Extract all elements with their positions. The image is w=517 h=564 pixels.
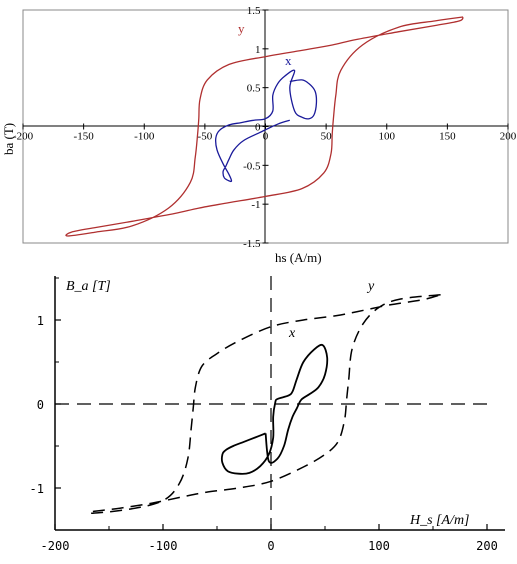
top-y-tick-label: 1 [255, 43, 261, 56]
top-x-tick-label: -150 [73, 130, 94, 143]
top-x-tick-label: -100 [134, 130, 155, 143]
top-series-label-x: x [285, 53, 292, 68]
bottom-series-x-line [222, 345, 327, 474]
top-x-tick-label: 150 [439, 130, 456, 143]
bottom-x-tick-label: 100 [368, 539, 390, 553]
top-y-tick-label: -1.5 [243, 238, 261, 250]
top-x-tick-label: 50 [320, 130, 332, 143]
bottom-series-label-x: x [289, 326, 296, 341]
bottom-y-tick-label: 1 [36, 314, 44, 328]
top-y-tick-label: -1 [251, 199, 261, 212]
top-x-tick-label: -200 [12, 130, 34, 143]
top-x-tick-label: 0 [262, 130, 269, 143]
bottom-series-label-y: y [368, 279, 375, 294]
bottom-y-tick-label: -1 [29, 482, 44, 496]
top-x-tick-label: 100 [378, 130, 395, 143]
top-y-axis-label: ba (T) [1, 122, 16, 155]
bottom-y-tick-label: 0 [36, 398, 44, 412]
top-x-axis-label: hs (A/m) [275, 250, 322, 265]
bottom-x-tick-label: -100 [148, 539, 178, 553]
bottom-x-tick-label: 0 [267, 539, 275, 553]
top-series-label-y: y [238, 21, 245, 36]
bottom-x-axis-label: H_s [A/m] [410, 513, 470, 528]
bottom-x-tick-label: -200 [40, 539, 70, 553]
top-y-tick-label: -0.5 [243, 160, 261, 173]
top-y-tick-label: 1.5 [246, 5, 261, 17]
top-y-tick-label: 0 [255, 121, 261, 134]
top-x-tick-label: 200 [499, 130, 517, 143]
top-chart [1, 5, 517, 265]
bottom-y-axis-label: B_a [T] [66, 279, 111, 294]
top-x-tick-label: -50 [197, 130, 213, 143]
bottom-chart [30, 276, 505, 553]
bottom-x-tick-label: 200 [476, 539, 498, 553]
top-y-tick-label: 0.5 [246, 82, 261, 95]
